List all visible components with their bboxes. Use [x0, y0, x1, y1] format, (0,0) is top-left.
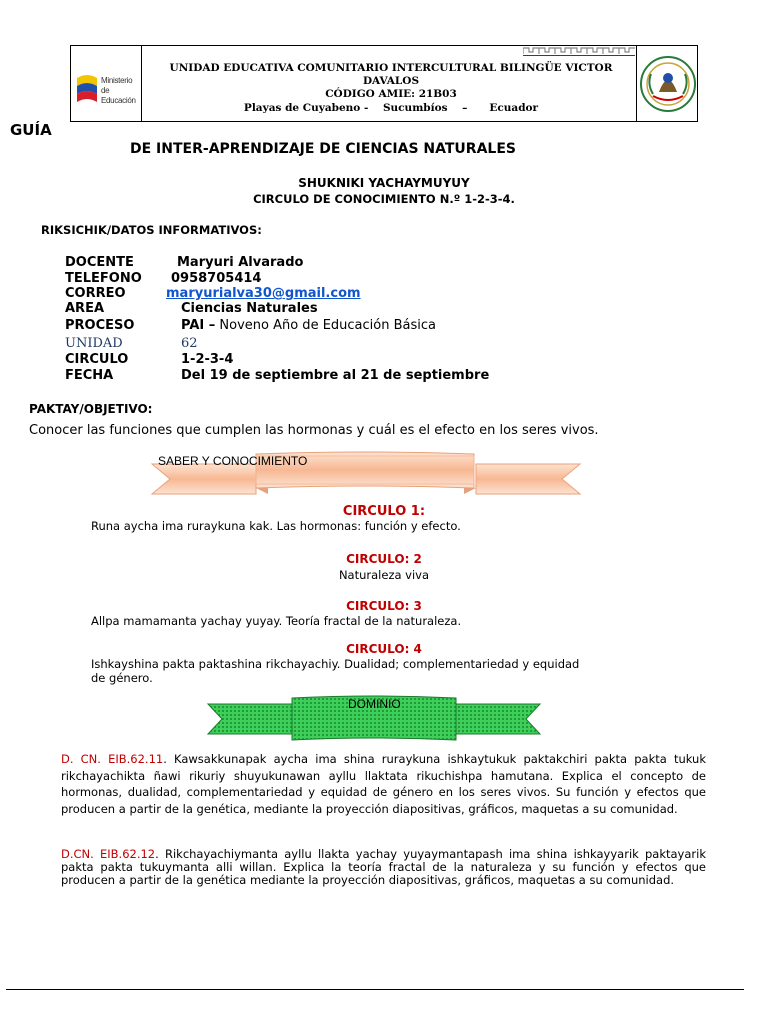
datos-label: DOCENTE: [65, 255, 134, 270]
email-link[interactable]: maryurialva30@gmail.com: [166, 286, 361, 301]
datos-label: CORREO: [65, 286, 126, 301]
saber-ribbon-label: SABER Y CONOCIMIENTO: [158, 454, 308, 468]
ministry-line1: Ministerio: [101, 76, 133, 85]
datos-value: 1-2-3-4: [181, 352, 234, 367]
ministry-line2: de Educación: [101, 86, 136, 105]
datos-label: PROCESO: [65, 318, 135, 333]
header-box: [70, 45, 698, 122]
circulo3-text: Allpa mamamanta yachay yuyay. Teoría fractal de la naturaleza.: [91, 614, 462, 628]
header-divider-left: [141, 46, 142, 121]
circulo4-text-line2: de género.: [91, 671, 153, 685]
circulo4-title: CIRCULO: 4: [346, 642, 422, 656]
datos-value-bold: PAI –: [181, 318, 216, 333]
dominio-text: . Kawsakkunapak aycha ima shina ruraykuna ishkaytukuk paktakchiri pakta pakta tukuk rikchayachikta ñawi rikuriy shuyukunawan ayllu llaktata rikuchishpa hamutana. Explica el concepto de hormonas, dualidad, complementariedad y equidad de género en los seres vivos. Su función y efectos que producen a partir de la genética, mediante la proyección diapositivas, gráficos, maquetas a su comunidad.: [61, 752, 706, 816]
ministerio-educacion-logo: [75, 72, 135, 108]
dominio-code: D. CN. EIB.62.11: [61, 752, 164, 766]
dominio-code: D.CN. EIB.62.12: [61, 847, 156, 861]
flag-icon: [75, 72, 99, 108]
datos-label: CIRCULO: [65, 352, 129, 367]
dominio-text: . Rikchayachiymanta ayllu llakta yachay yuyaymantapash ima shina ishkayyarik paktayarik pakta pakta tukuymanta alli willan. Explica la teoría fractal de la naturaleza y su función y efectos que producen a partir de la genética mediante la proyección diapositivas, gráficos, maquetas a su comunidad.: [61, 847, 706, 887]
shukniki-subtitle: SHUKNIKI YACHAYMUYUY: [298, 176, 470, 190]
circulo4-text-line1: Ishkayshina pakta paktashina rikchayachiy. Dualidad; complementariedad y equidad: [91, 657, 580, 671]
school-location: Playas de Cuyabeno - Sucumbíos – Ecuador: [243, 102, 539, 114]
circulo3-title: CIRCULO: 3: [346, 599, 422, 613]
circulo1-text: Runa aycha ima ruraykuna kak. Las hormonas: función y efecto.: [91, 519, 461, 533]
datos-value: 0958705414: [171, 271, 262, 286]
objetivo-text: Conocer las funciones que cumplen las hormonas y cuál es el efecto en los seres vivos.: [29, 423, 599, 438]
datos-heading: RIKSICHIK/DATOS INFORMATIVOS:: [41, 223, 262, 237]
guia-title: GUÍA: [10, 121, 52, 139]
datos-label: UNIDAD: [65, 336, 123, 351]
header-divider-right: [636, 46, 637, 121]
objetivo-heading: PAKTAY/OBJETIVO:: [29, 402, 153, 416]
datos-value: [181, 318, 436, 333]
datos-label: FECHA: [65, 368, 114, 383]
main-title: DE INTER-APRENDIZAJE DE CIENCIAS NATURALES: [130, 141, 516, 157]
datos-value: Maryuri Alvarado: [177, 255, 304, 270]
datos-label: TELEFONO: [65, 271, 142, 286]
datos-label: AREA: [65, 301, 105, 316]
circulo2-title: CIRCULO: 2: [346, 552, 422, 566]
andean-pattern-icon: [523, 46, 635, 56]
datos-value: Ciencias Naturales: [181, 301, 318, 316]
datos-value-text: Noveno Año de Educación Básica: [215, 318, 436, 333]
footer-divider: [6, 989, 744, 990]
amie-code: CÓDIGO AMIE: 21B03: [325, 88, 457, 100]
dominio-paragraph-2: [61, 848, 706, 887]
circulo1-title: CIRCULO 1:: [342, 504, 426, 519]
datos-value: 62: [181, 336, 198, 351]
circulo2-text: Naturaleza viva: [338, 568, 430, 582]
school-name-line1: UNIDAD EDUCATIVA COMUNITARIO INTERCULTURAL BILINGÜE VICTOR: [169, 62, 613, 74]
circulo4-text: [91, 657, 579, 685]
circulo-conocimiento-subtitle: CIRCULO DE CONOCIMIENTO N.º 1-2-3-4.: [253, 192, 515, 206]
dominio-paragraph-1: [61, 751, 706, 817]
datos-value: Del 19 de septiembre al 21 de septiembre: [181, 368, 490, 383]
school-name-line2: DAVALOS: [362, 75, 420, 87]
school-seal-icon: [639, 54, 697, 114]
dominio-ribbon-label: DOMINIO: [348, 697, 401, 711]
